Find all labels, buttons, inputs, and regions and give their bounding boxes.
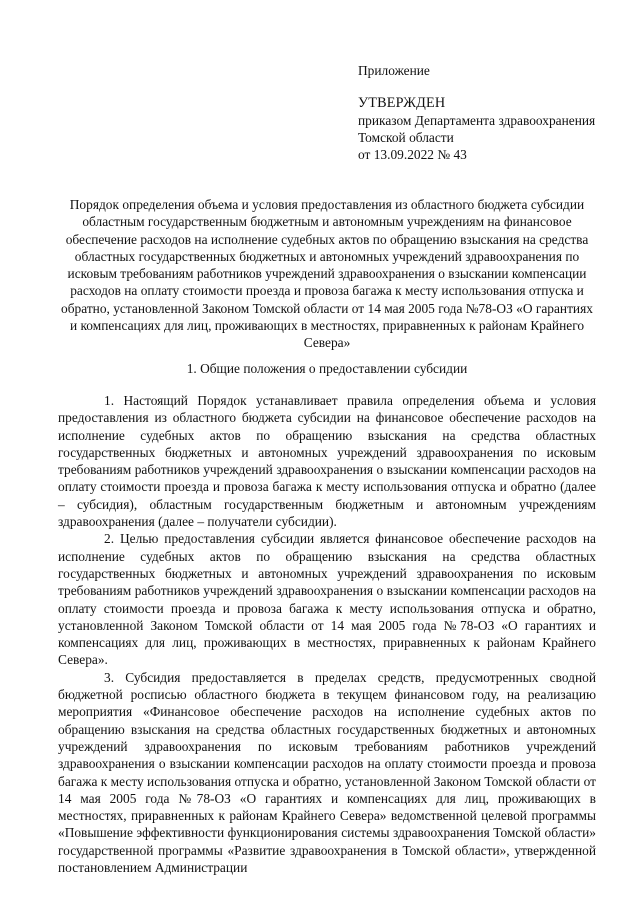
approval-block xyxy=(358,62,628,163)
approved-label: УТВЕРЖДЕН xyxy=(358,95,446,111)
document-body xyxy=(58,392,596,876)
approval-region-line: Томской области xyxy=(358,130,454,145)
document-title: Порядок определения объема и условия предоставления из областного бюджета субсидии областным государственным бюджетным и автономным учреждениям на финансовое обеспечение расходов на исполнение судебных актов по обращению взыскания на средства областных государственных бюджетных и автономных учреждений здравоохранения по исковым требованиям работников учреждений здравоохранения о взыскании компенсации расходов на оплату стоимости проезда и провоза багажа к месту использования отпуска и обратно, установленной Законом Томской области от 14 мая 2005 года №78-ОЗ «О гарантиях и компенсациях для лиц, проживающих в местностях, приравненных к районам Крайнего Севера» xyxy=(61,197,593,351)
approval-date-line: от 13.09.2022 № 43 xyxy=(358,147,467,162)
paragraph-1: 1. Настоящий Порядок устанавливает правила определения объема и условия предоставления из областного бюджета субсидии на финансовое обеспечение расходов на исполнение судебных актов по обращению взыскания на средства областных государственных бюджетных и автономных учреждений здравоохранения по исковым требованиям работников учреждений здравоохранения о взыскании компенсации расходов на оплату стоимости проезда и провоза багажа к месту использования отпуска и обратно (далее – субсидия), областным государственным бюджетным и автономным учреждениям здравоохранения (далее – получатели субсидии). xyxy=(58,393,596,530)
section-heading: 1. Общие положения о предоставлении субсидии xyxy=(186,361,468,376)
paragraph-3: 3. Субсидия предоставляется в пределах средств, предусмотренных сводной бюджетной росписью областного бюджета в текущем финансовом году, на реализацию мероприятия «Финансовое обеспечение расходов на исполнение судебных актов по обращению взыскания на средства областных государственных бюджетных и автономных учреждений здравоохранения по исковым требованиям работников учреждений здравоохранения о взыскании компенсации расходов на оплату стоимости проезда и провоза багажа к месту использования отпуска и обратно, установленной Законом Томской области от 14 мая 2005 года №78-ОЗ «О гарантиях и компенсациях для лиц, проживающих в местностях, приравненных к районам Крайнего Севера» ведомственной целевой программы «Повышение эффективности функционирования системы здравоохранения Томской области» государственной программы «Развитие здравоохранения в Томской области», утвержденной постановлением Администрации xyxy=(58,669,596,876)
approval-order-line: приказом Департамента здравоохранения xyxy=(358,113,596,128)
appendix-label: Приложение xyxy=(358,63,430,78)
paragraph-2: 2. Целью предоставления субсидии является финансовое обеспечение расходов на исполнение судебных актов по обращению взыскания на средства областных государственных бюджетных и автономных учреждений здравоохранения по исковым требованиям работников учреждений здравоохранения о взыскании компенсации расходов на оплату стоимости проезда и провоза багажа к месту использования отпуска и обратно, установленной Законом Томской области от 14 мая 2005 года №78-ОЗ «О гарантиях и компенсациях для лиц, проживающих в местностях, приравненных к районам Крайнего Севера». xyxy=(58,531,596,668)
